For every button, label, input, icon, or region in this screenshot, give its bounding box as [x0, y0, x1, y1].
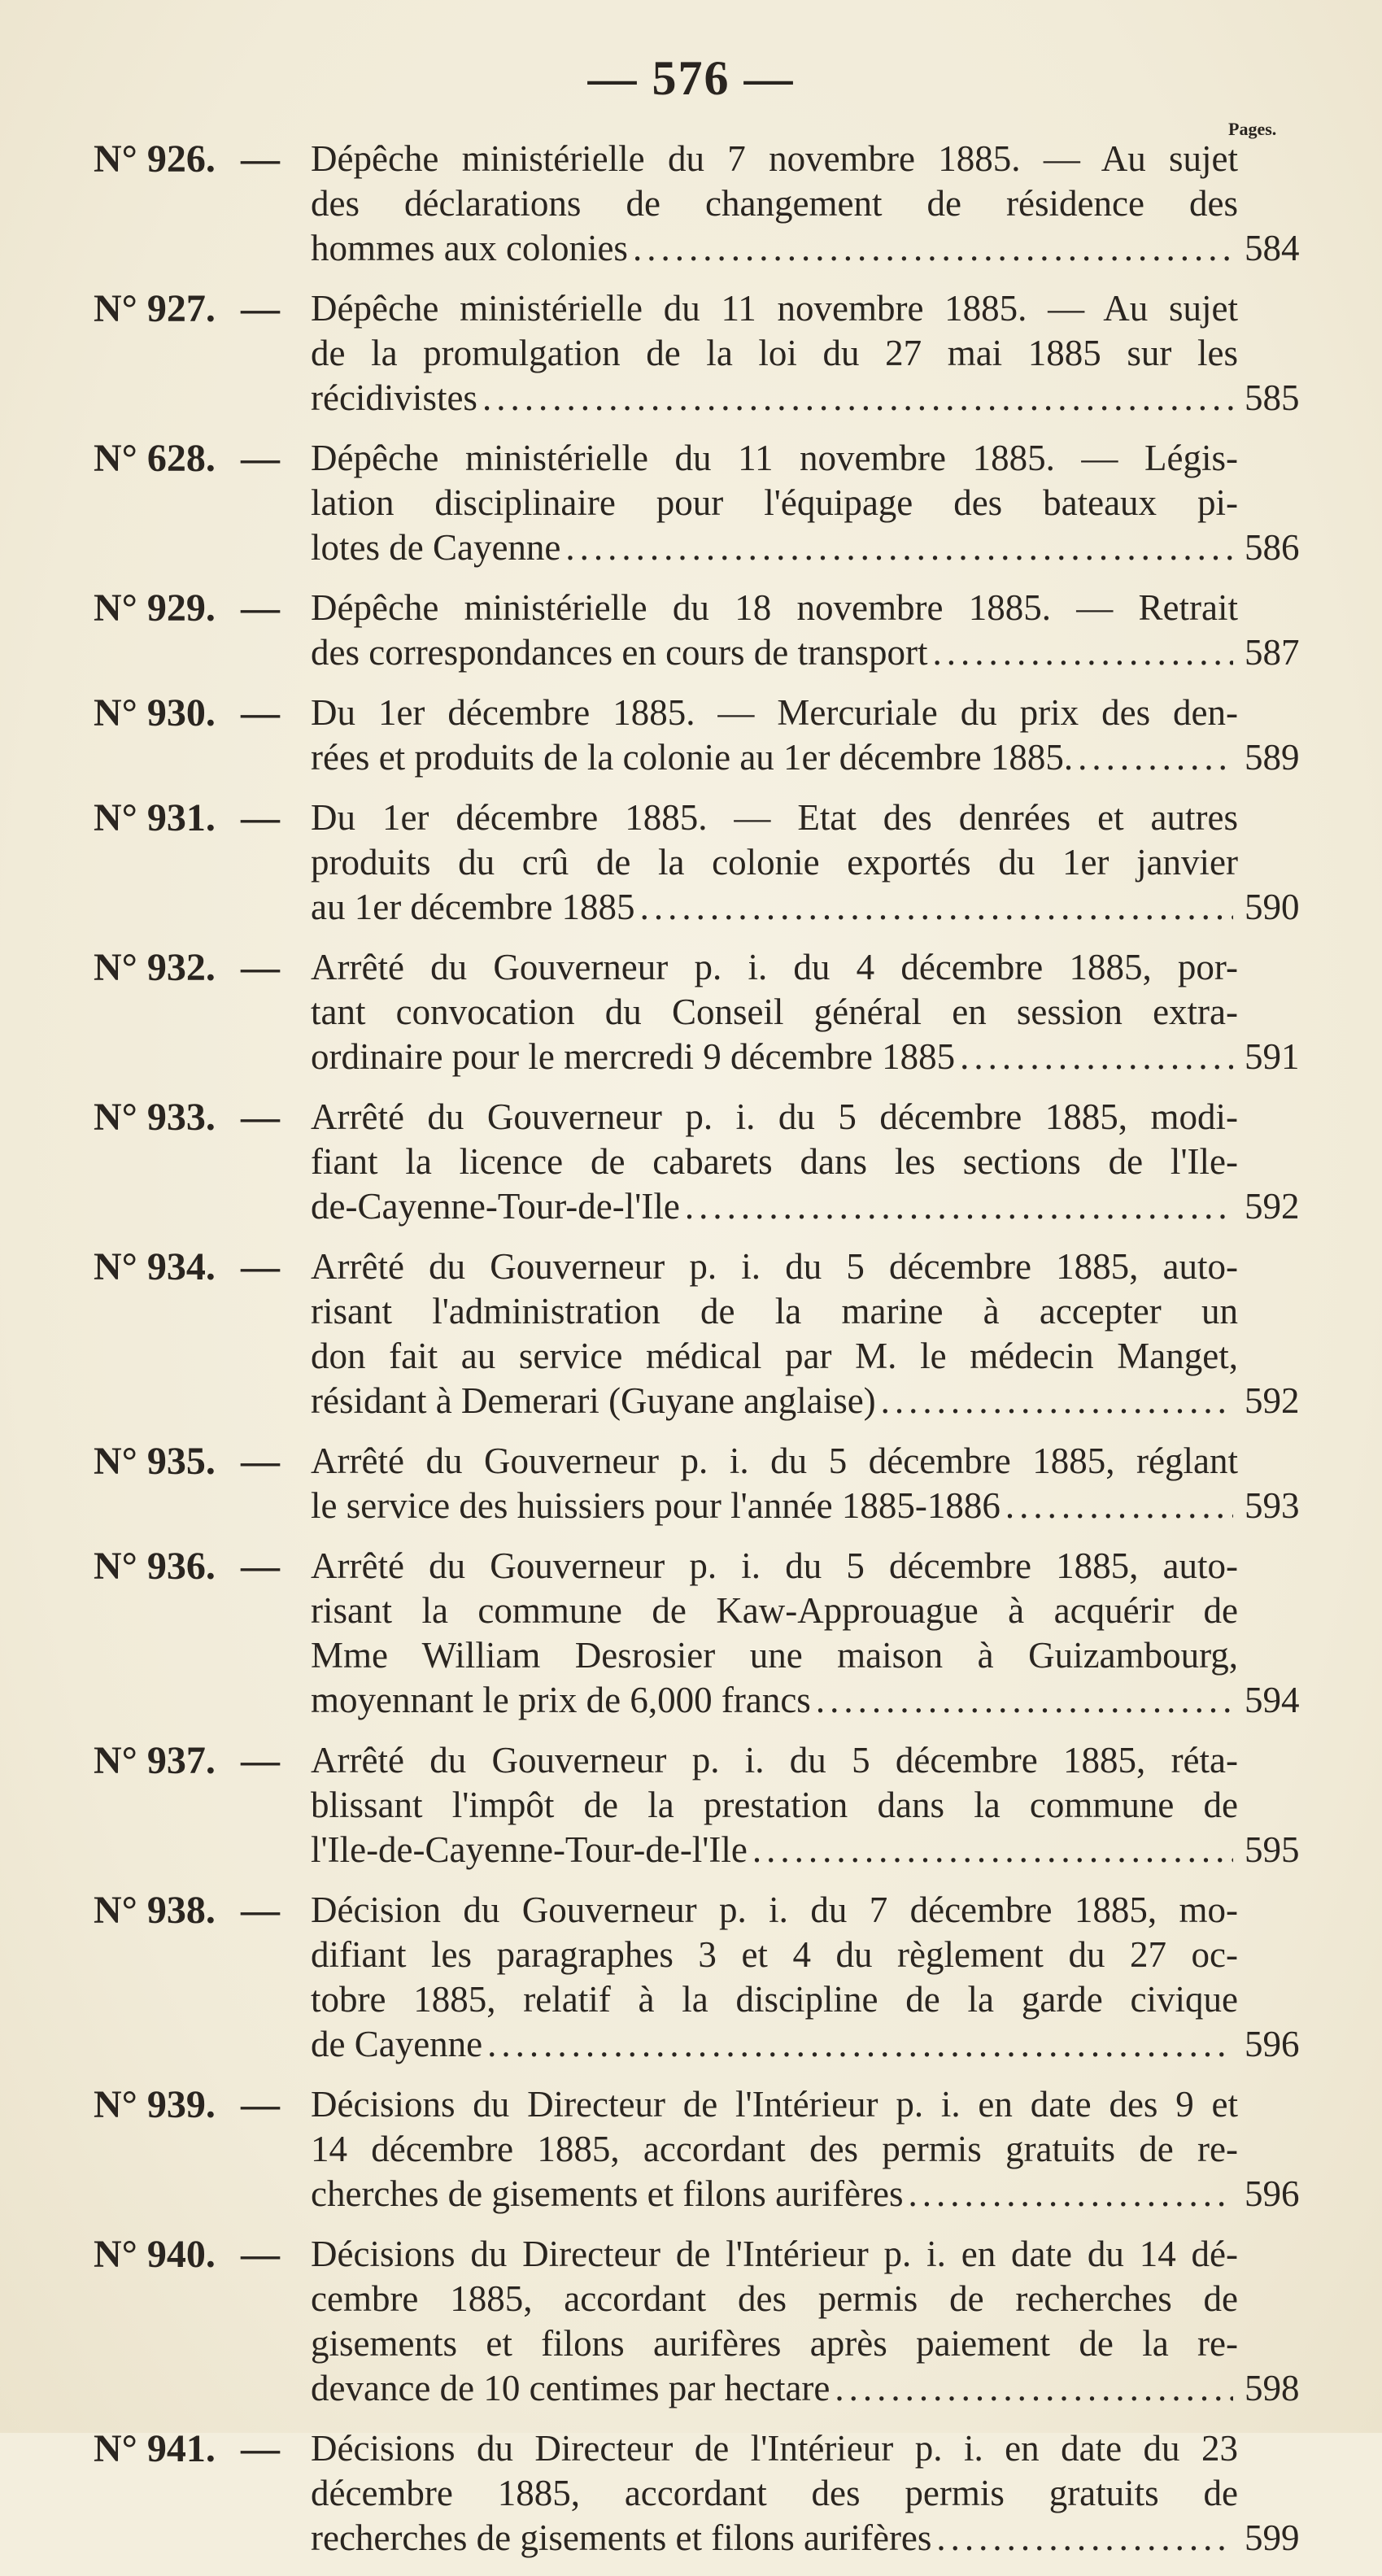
entry-last-text: de Cayenne: [311, 2024, 483, 2064]
entry-page-number: 589: [1245, 737, 1300, 778]
entry-page-number: 591: [1245, 1036, 1300, 1077]
entry-line: don fait au service médical par M. le médecin Manget,: [311, 1336, 1238, 1376]
entry-last-line: [311, 1828, 1238, 1872]
dot-leader: [1005, 1484, 1233, 1528]
entry-description: [311, 137, 1238, 271]
entry-number: N° 935.: [94, 1440, 216, 1483]
toc-entry: [0, 1439, 1382, 1528]
toc-entry: [0, 945, 1382, 1079]
toc-entry: [0, 1738, 1382, 1872]
entry-page-number: 586: [1245, 527, 1300, 568]
pages-column-label: Pages.: [1228, 119, 1277, 139]
toc-entry: [0, 286, 1382, 421]
toc-entry: [0, 137, 1382, 271]
toc-entry: [0, 691, 1382, 780]
entry-line: Du 1er décembre 1885. — Mercuriale du prix des den-: [311, 692, 1238, 733]
entry-description: [311, 1095, 1238, 1229]
entry-dash: —: [241, 586, 280, 630]
entry-last-line: [311, 1035, 1238, 1079]
entry-description: [311, 2426, 1238, 2561]
entry-page-number: 592: [1245, 1186, 1300, 1227]
toc-entry: [0, 2232, 1382, 2411]
entry-last-line: [311, 525, 1238, 570]
entry-number: N° 926.: [94, 137, 216, 181]
entry-dash: —: [241, 2233, 280, 2276]
entry-last-line: [311, 2516, 1238, 2561]
entry-last-text: ordinaire pour le mercredi 9 décembre 1885: [311, 1036, 956, 1077]
entry-line: Arrêté du Gouverneur p. i. du 5 décembre 1885, auto-: [311, 1246, 1238, 1287]
entry-description: [311, 945, 1238, 1079]
entry-last-text: devance de 10 centimes par hectare: [311, 2368, 831, 2408]
entry-last-line: [311, 2022, 1238, 2067]
entry-number: N° 938.: [94, 1889, 216, 1932]
dot-leader: [487, 2022, 1233, 2067]
entry-last-text: résidant à Demerari (Guyane anglaise): [311, 1380, 876, 1421]
entry-page-number: 592: [1245, 1380, 1300, 1421]
entry-dash: —: [241, 691, 280, 734]
entry-line: Arrêté du Gouverneur p. i. du 5 décembre 1885, modi-: [311, 1096, 1238, 1137]
entry-description: [311, 1244, 1238, 1423]
entry-last-text: moyennant le prix de 6,000 francs: [311, 1680, 811, 1720]
entry-page-number: 596: [1245, 2173, 1300, 2214]
entry-line: Arrêté du Gouverneur p. i. du 4 décembre 1885, por-: [311, 947, 1238, 987]
entry-line: Arrêté du Gouverneur p. i. du 5 décembre 1885, auto-: [311, 1545, 1238, 1586]
dot-leader: [640, 885, 1233, 930]
entry-line: Décisions du Directeur de l'Intérieur p. i. en date des 9 et: [311, 2084, 1238, 2125]
toc-entry: [0, 1244, 1382, 1423]
entry-number: N° 930.: [94, 691, 216, 734]
entry-number: N° 936.: [94, 1545, 216, 1588]
entry-dash: —: [241, 1245, 280, 1288]
entry-last-line: [311, 885, 1238, 930]
entry-dash: —: [241, 137, 280, 181]
entry-page-number: 590: [1245, 887, 1300, 927]
entry-line: Dépêche ministérielle du 11 novembre 1885. — Légis-: [311, 438, 1238, 478]
entry-dash: —: [241, 946, 280, 989]
entry-page-number: 585: [1245, 377, 1300, 418]
entry-number: N° 941.: [94, 2427, 216, 2470]
entry-last-text: cherches de gisements et filons aurifères: [311, 2173, 904, 2214]
dot-leader: [482, 376, 1233, 421]
table-of-contents: [0, 137, 1382, 2576]
entry-line: décembre 1885, accordant des permis gratuits de: [311, 2473, 1238, 2513]
entry-line: difiant les paragraphes 3 et 4 du règlement du 27 oc-: [311, 1934, 1238, 1975]
entry-last-line: [311, 376, 1238, 421]
dot-leader: [633, 226, 1233, 271]
entry-line: fiant la licence de cabarets dans les sections de l'Ile-: [311, 1141, 1238, 1182]
entry-line: tobre 1885, relatif à la discipline de la garde civique: [311, 1979, 1238, 2020]
entry-line: Dépêche ministérielle du 18 novembre 1885. — Retrait: [311, 587, 1238, 628]
toc-entry: [0, 586, 1382, 675]
entry-dash: —: [241, 1739, 280, 1782]
dot-leader: [960, 1035, 1233, 1079]
entry-dash: —: [241, 796, 280, 839]
entry-line: Décisions du Directeur de l'Intérieur p. i. en date du 14 dé-: [311, 2234, 1238, 2274]
entry-dash: —: [241, 1545, 280, 1588]
entry-number: N° 939.: [94, 2083, 216, 2126]
entry-line: Décisions du Directeur de l'Intérieur p. i. en date du 23: [311, 2428, 1238, 2469]
entry-page-number: 596: [1245, 2024, 1300, 2064]
entry-description: [311, 286, 1238, 421]
entry-line: Dépêche ministérielle du 7 novembre 1885. — Au sujet: [311, 138, 1238, 179]
entry-number: N° 931.: [94, 796, 216, 839]
dot-leader: [932, 630, 1233, 675]
entry-description: [311, 1439, 1238, 1528]
entry-page-number: 593: [1245, 1485, 1300, 1526]
entry-number: N° 628.: [94, 437, 216, 480]
entry-line: gisements et filons aurifères après paiement de la re-: [311, 2323, 1238, 2364]
entry-last-line: [311, 1484, 1238, 1528]
entry-line: risant l'administration de la marine à accepter un: [311, 1291, 1238, 1332]
toc-entry: [0, 1544, 1382, 1723]
entry-last-text: des correspondances en cours de transport: [311, 632, 928, 673]
dot-leader: [1078, 735, 1233, 780]
entry-last-line: [311, 735, 1238, 780]
entry-page-number: 584: [1245, 228, 1300, 268]
toc-entry: [0, 1095, 1382, 1229]
entry-dash: —: [241, 1440, 280, 1483]
entry-line: produits du crû de la colonie exportés du 1er janvier: [311, 842, 1238, 883]
entry-number: N° 929.: [94, 586, 216, 630]
entry-last-line: [311, 1379, 1238, 1423]
entry-number: N° 933.: [94, 1096, 216, 1139]
entry-dash: —: [241, 1889, 280, 1932]
entry-description: [311, 795, 1238, 930]
entry-line: risant la commune de Kaw-Approuague à acquérir de: [311, 1590, 1238, 1631]
toc-entry: [0, 1888, 1382, 2067]
toc-entry: [0, 2082, 1382, 2216]
entry-line: des déclarations de changement de résidence des: [311, 183, 1238, 224]
entry-line: lation disciplinaire pour l'équipage des bateaux pi-: [311, 482, 1238, 523]
dot-leader: [816, 1678, 1233, 1723]
entry-description: [311, 2232, 1238, 2411]
entry-last-text: le service des huissiers pour l'année 1885-1886: [311, 1485, 1001, 1526]
entry-description: [311, 1888, 1238, 2067]
entry-description: [311, 436, 1238, 570]
entry-line: Du 1er décembre 1885. — Etat des denrées et autres: [311, 797, 1238, 838]
entry-line: Dépêche ministérielle du 11 novembre 1885. — Au sujet: [311, 288, 1238, 329]
entry-last-line: [311, 1184, 1238, 1229]
entry-line: Décision du Gouverneur p. i. du 7 décembre 1885, mo-: [311, 1890, 1238, 1930]
entry-line: 14 décembre 1885, accordant des permis gratuits de re-: [311, 2129, 1238, 2169]
dot-leader: [881, 1379, 1233, 1423]
entry-line: blissant l'impôt de la prestation dans la commune de: [311, 1785, 1238, 1825]
entry-last-text: recherches de gisements et filons aurifères: [311, 2517, 932, 2558]
entry-description: [311, 691, 1238, 780]
entry-dash: —: [241, 1096, 280, 1139]
entry-line: de la promulgation de la loi du 27 mai 1885 sur les: [311, 333, 1238, 373]
dot-leader: [936, 2516, 1233, 2561]
entry-last-text: de-Cayenne-Tour-de-l'Ile: [311, 1186, 680, 1227]
entry-dash: —: [241, 437, 280, 480]
dot-leader: [565, 525, 1233, 570]
entry-page-number: 594: [1245, 1680, 1300, 1720]
toc-entry: [0, 2426, 1382, 2561]
entry-number: N° 932.: [94, 946, 216, 989]
entry-line: Mme William Desrosier une maison à Guizambourg,: [311, 1635, 1238, 1676]
dot-leader: [835, 2366, 1233, 2411]
entry-dash: —: [241, 2427, 280, 2470]
entry-last-line: [311, 226, 1238, 271]
entry-page-number: 599: [1245, 2517, 1300, 2558]
entry-line: tant convocation du Conseil général en session extra-: [311, 992, 1238, 1032]
entry-last-text: rées et produits de la colonie au 1er décembre 1885.: [311, 737, 1074, 778]
toc-entry: [0, 436, 1382, 570]
entry-dash: —: [241, 2083, 280, 2126]
entry-number: N° 940.: [94, 2233, 216, 2276]
entry-page-number: 587: [1245, 632, 1300, 673]
entry-last-line: [311, 2172, 1238, 2216]
toc-entry: [0, 795, 1382, 930]
entry-description: [311, 2082, 1238, 2216]
entry-last-text: au 1er décembre 1885: [311, 887, 635, 927]
entry-last-text: lotes de Cayenne: [311, 527, 561, 568]
entry-page-number: 598: [1245, 2368, 1300, 2408]
entry-line: Arrêté du Gouverneur p. i. du 5 décembre 1885, réta-: [311, 1740, 1238, 1781]
entry-number: N° 934.: [94, 1245, 216, 1288]
entry-page-number: 595: [1245, 1829, 1300, 1870]
entry-last-line: [311, 1678, 1238, 1723]
entry-last-text: récidivistes: [311, 377, 477, 418]
dot-leader: [752, 1828, 1233, 1872]
entry-last-line: [311, 630, 1238, 675]
entry-number: N° 937.: [94, 1739, 216, 1782]
entry-description: [311, 586, 1238, 675]
dot-leader: [685, 1184, 1233, 1229]
entry-last-text: l'Ile-de-Cayenne-Tour-de-l'Ile: [311, 1829, 748, 1870]
entry-description: [311, 1544, 1238, 1723]
entry-dash: —: [241, 287, 280, 330]
page-number: — 576 —: [587, 51, 795, 105]
entry-last-line: [311, 2366, 1238, 2411]
entry-description: [311, 1738, 1238, 1872]
dot-leader: [908, 2172, 1233, 2216]
entry-last-text: hommes aux colonies: [311, 228, 628, 268]
entry-number: N° 927.: [94, 287, 216, 330]
entry-line: Arrêté du Gouverneur p. i. du 5 décembre 1885, réglant: [311, 1441, 1238, 1481]
entry-line: cembre 1885, accordant des permis de recherches de: [311, 2278, 1238, 2319]
